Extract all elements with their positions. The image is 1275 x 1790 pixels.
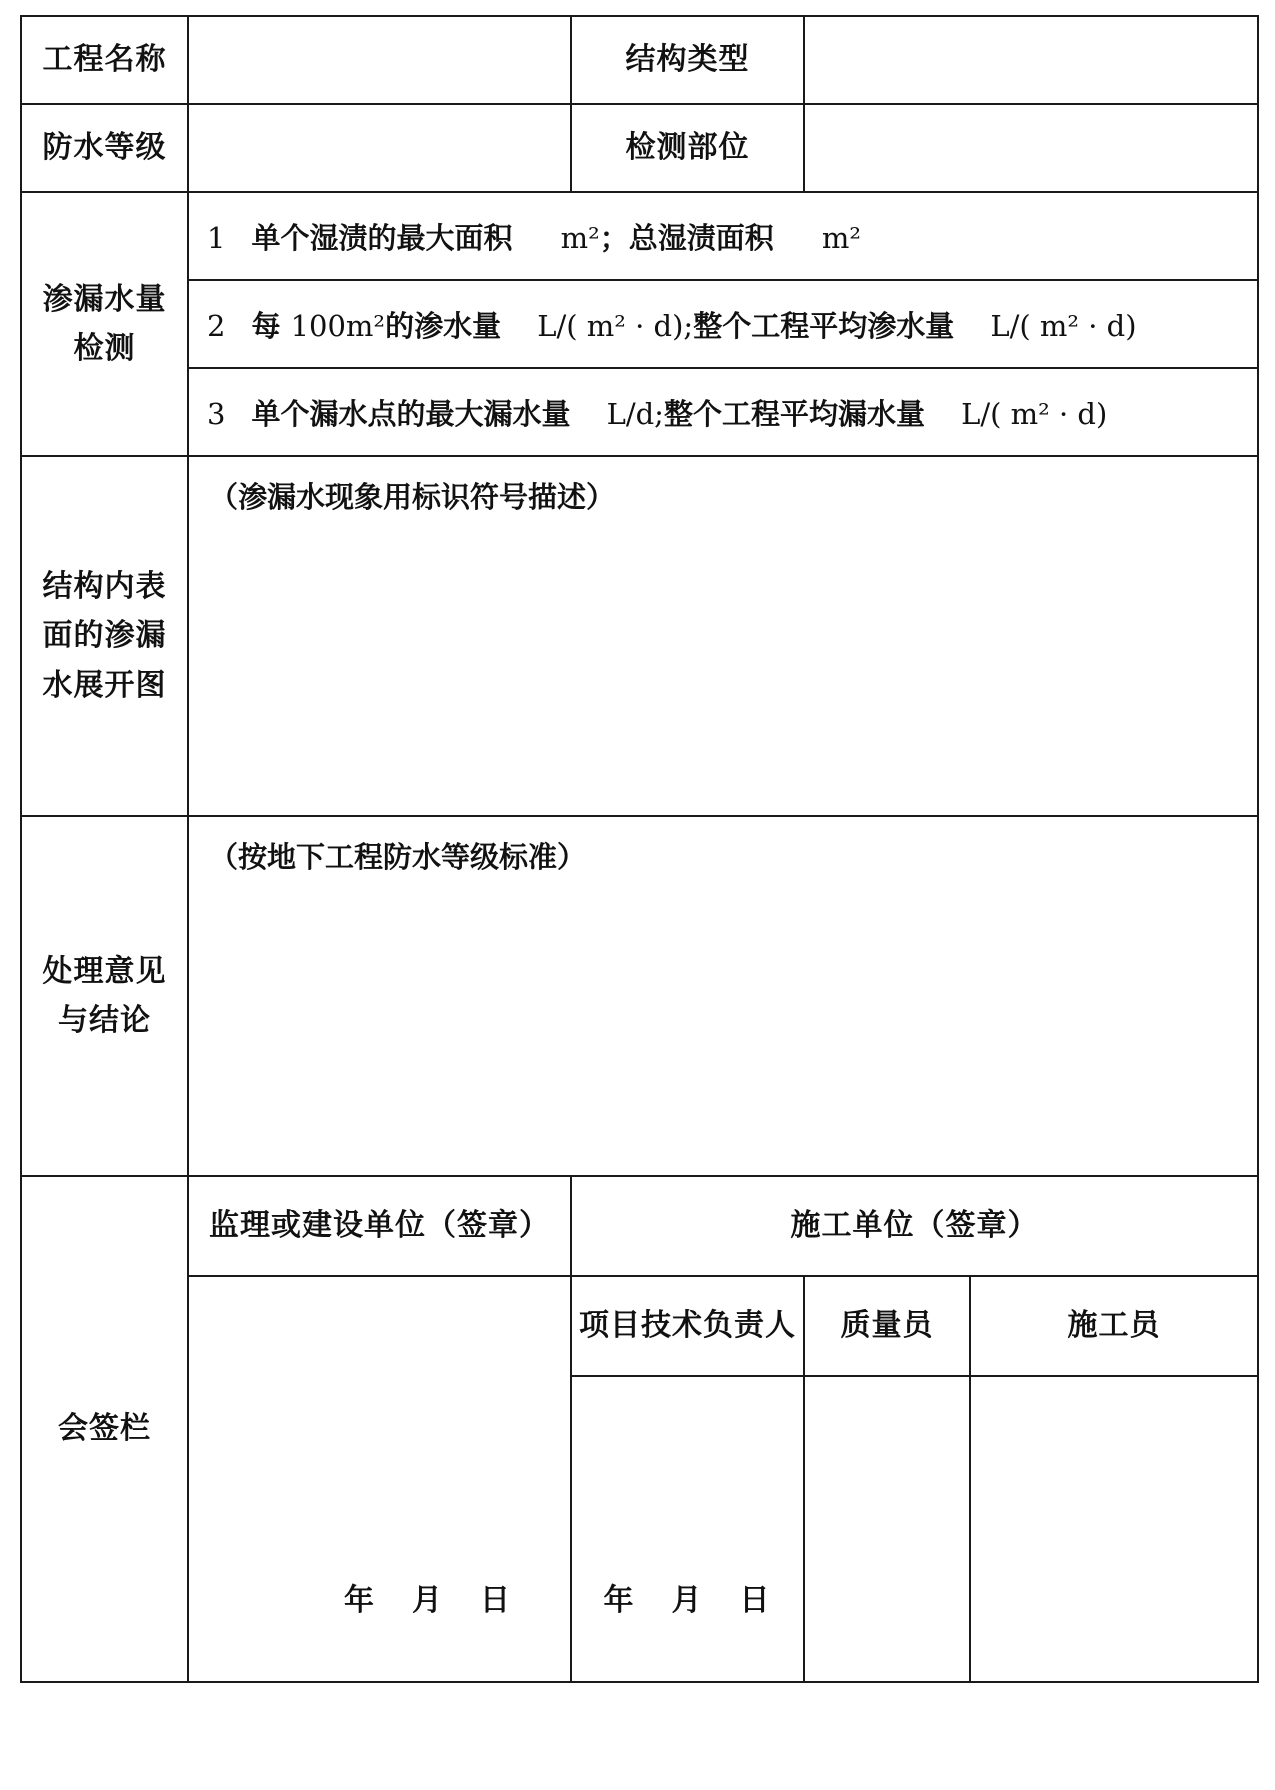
item1-unit-b: m² — [821, 220, 861, 255]
structure-type-field[interactable] — [804, 16, 1258, 104]
item3-unit-b: L/( m² · d) — [961, 396, 1108, 431]
leak-test-label — [21, 192, 188, 456]
leak-test-item-2[interactable] — [188, 280, 1258, 368]
quality-inspector-signature-area[interactable] — [804, 1376, 970, 1682]
item2-sep: ; — [683, 308, 694, 343]
contractor-unit-label: 施工单位（签章） — [571, 1176, 1258, 1276]
leak-test-label-line1: 渗漏水量 — [42, 281, 167, 317]
constructor-signature-area[interactable] — [970, 1376, 1258, 1682]
conclusion-area[interactable] — [188, 816, 1258, 1176]
project-name-label: 工程名称 — [21, 16, 188, 104]
waterproof-grade-field[interactable] — [188, 104, 571, 192]
conclusion-label-line1: 处理意见 — [42, 953, 167, 989]
expansion-map-hint: （渗漏水现象用标识符号描述） — [209, 480, 616, 514]
item1-text-a: 单个湿渍的最大面积 — [251, 220, 513, 255]
signoff-label: 会签栏 — [21, 1176, 188, 1682]
expansion-map-label-line2: 面的渗漏 — [42, 618, 167, 654]
expansion-map-area[interactable] — [188, 456, 1258, 816]
item1-sep: ； — [599, 220, 629, 255]
tech-lead-signature-area[interactable] — [571, 1376, 804, 1682]
waterproof-grade-label: 防水等级 — [21, 104, 188, 192]
test-location-field[interactable] — [804, 104, 1258, 192]
expansion-map-label-line3: 水展开图 — [42, 667, 167, 703]
item3-unit-a: L/d — [606, 396, 655, 431]
date-year: 年 — [344, 1583, 376, 1618]
structure-type-label: 结构类型 — [571, 16, 804, 104]
item2-unit-b: L/( m² · d) — [990, 308, 1137, 343]
item2-suffix: 的渗水量 — [385, 308, 502, 343]
expansion-map-label-line1: 结构内表 — [42, 568, 167, 604]
item2-prefix: 每 — [251, 308, 281, 343]
conclusion-hint: （按地下工程防水等级标准） — [209, 840, 587, 874]
expansion-map-label — [21, 456, 188, 816]
item3-text-a: 单个漏水点的最大漏水量 — [251, 396, 571, 431]
date-day: 日 — [739, 1583, 772, 1618]
item3-text-b: 整个工程平均漏水量 — [663, 396, 925, 431]
tech-lead-label: 项目技术负责人 — [571, 1276, 804, 1376]
conclusion-label — [21, 816, 188, 1176]
item1-text-b: 总湿渍面积 — [628, 220, 774, 255]
quality-inspector-label: 质量员 — [804, 1276, 970, 1376]
project-name-field[interactable] — [188, 16, 571, 104]
item2-text-b: 整个工程平均渗水量 — [693, 308, 955, 343]
conclusion-label-line2: 与结论 — [58, 1003, 151, 1038]
test-location-label: 检测部位 — [571, 104, 804, 192]
date-day: 日 — [480, 1583, 512, 1618]
leak-test-item-3[interactable] — [188, 368, 1258, 456]
date-month: 月 — [671, 1583, 704, 1618]
leak-test-label-line2: 检测 — [73, 331, 136, 366]
item2-unit-a: L/( m² · d) — [537, 308, 684, 343]
date-year: 年 — [603, 1583, 636, 1618]
item-number: 3 — [207, 396, 226, 431]
supervisor-unit-label: 监理或建设单位（签章） — [188, 1176, 571, 1276]
item-number: 1 — [207, 220, 226, 255]
supervisor-signature-area[interactable] — [188, 1276, 571, 1682]
item1-unit-a: m² — [560, 220, 600, 255]
item2-qty: 100m² — [290, 308, 386, 343]
date-month: 月 — [412, 1583, 444, 1618]
constructor-label: 施工员 — [970, 1276, 1258, 1376]
item3-sep: ; — [654, 396, 664, 431]
leak-test-item-1[interactable] — [188, 192, 1258, 280]
item-number: 2 — [207, 308, 226, 343]
leak-inspection-form — [20, 15, 1259, 1683]
